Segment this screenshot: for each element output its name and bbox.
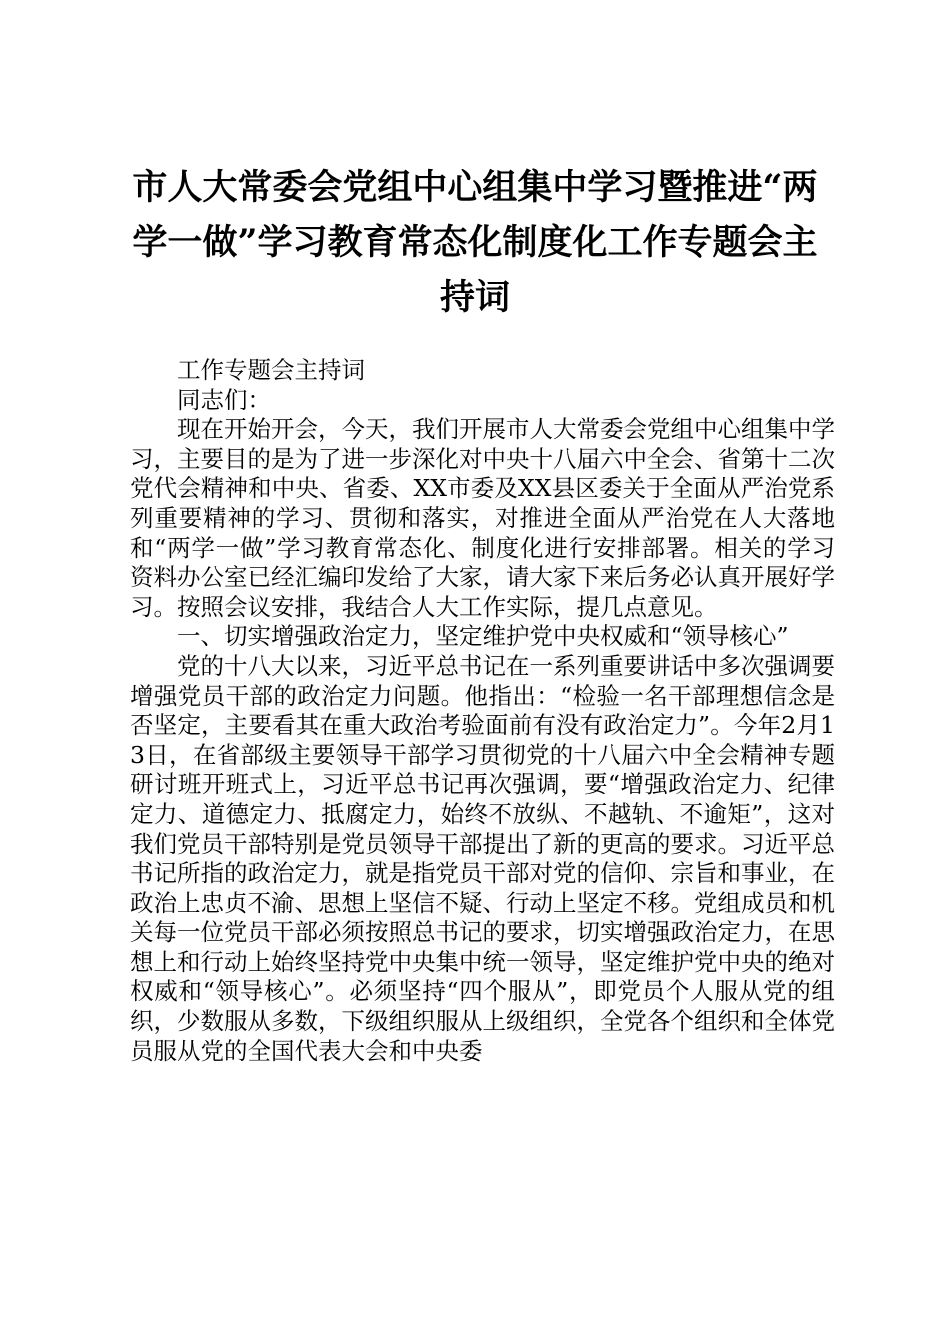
opening-paragraph: 现在开始开会，今天，我们开展市人大常委会党组中心组集中学习，主要目的是为了进一步深化对中央十八届六中全会、省第十二次党代会精神和中央、省委、XX市委及XX县区委关于全面从严治党系列重要精神的学习、贯彻和落实，对推进全面从严治党在人大落地和“两学一做”学习教育常态化、制度化进行安排部署。相关的学习资料办公室已经汇编印发给了大家，请大家下来后务必认真开展好学习。按照会议安排，我结合人大工作实际，提几点意见。 [130,415,835,621]
section-1-paragraph: 党的十八大以来，习近平总书记在一系列重要讲话中多次强调要增强党员干部的政治定力问题。他指出：“检验一名干部理想信念是否坚定，主要看其在重大政治考验面前有没有政治定力”。今年2月13日，在省部级主要领导干部学习贯彻党的十八届六中全会精神专题研讨班开班式上，习近平总书记再次强调，要“增强政治定力、纪律定力、道德定力、抵腐定力，始终不放纵、不越轨、不逾矩”，这对我们党员干部特别是党员领导干部提出了新的更高的要求。习近平总书记所指的政治定力，就是指党员干部对党的信仰、宗旨和事业，在政治上忠贞不渝、思想上坚信不疑、行动上坚定不移。党组成员和机关每一位党员干部必须按照总书记的要求，切实增强政治定力，在思想上和行动上始终坚持党中央集中统一领导，坚定维护党中央的绝对权威和“领导核心”。必须坚持“四个服从”，即党员个人服从党的组织，少数服从多数，下级组织服从上级组织，全党各个组织和全体党员服从党的全国代表大会和中央委 [130,651,835,1065]
document-body [130,356,835,1066]
salutation-paragraph: 同志们： [177,385,271,414]
subtitle-paragraph: 工作专题会主持词 [177,356,365,384]
section-heading-1: 一、切实增强政治定力，坚定维护党中央权威和“领导核心” [177,622,789,651]
document-title: 市人大常委会党组中心组集中学习暨推进“两学一做”学习教育常态化制度化工作专题会主持词 [132,167,818,318]
